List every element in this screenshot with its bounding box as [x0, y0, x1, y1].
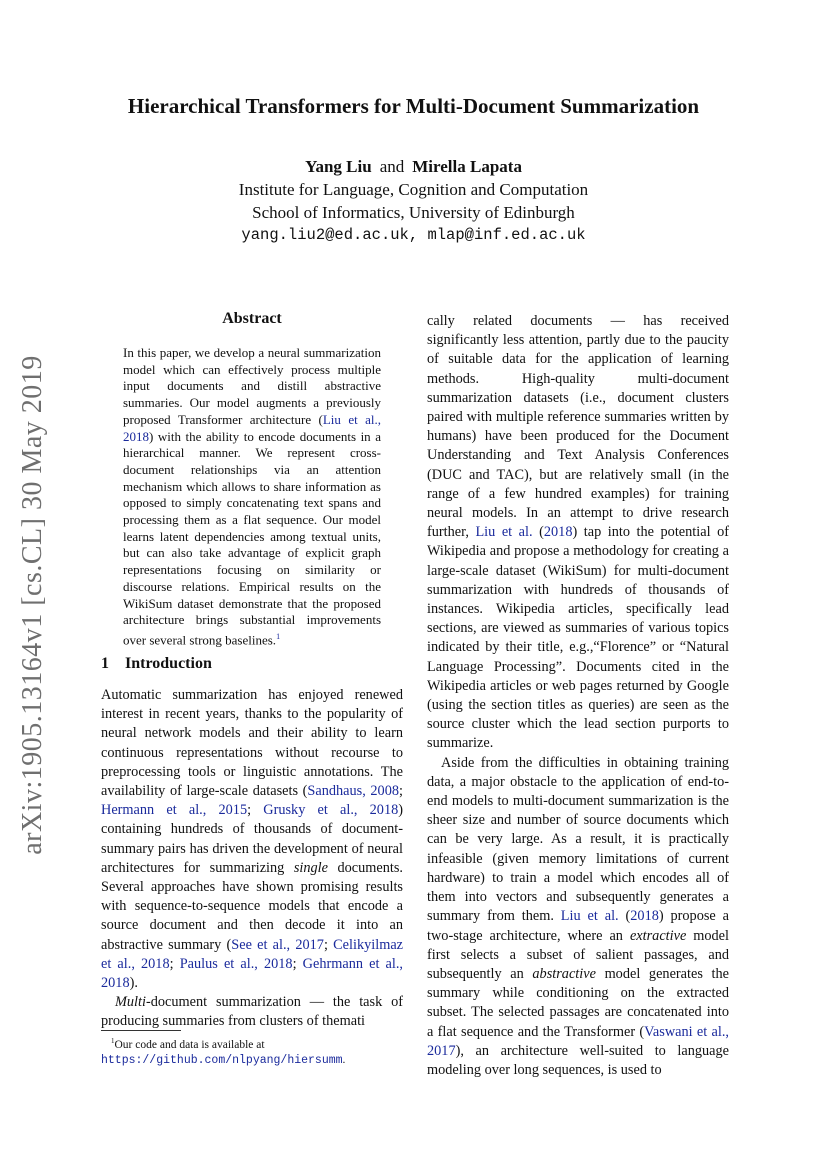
- citation-link[interactable]: Vaswani et al., 2017: [427, 1023, 730, 1059]
- footnote-text: Our code and data is available at: [114, 1038, 265, 1051]
- author-conjunction: and: [379, 157, 405, 176]
- paragraph-text: model generates the summary while conditioning on the extracted subset. The selected passages are concatenated into a flat sequence and the Transformer (: [427, 965, 729, 1040]
- emphasis-text: Multi: [115, 994, 146, 1011]
- citation-separator: ): [572, 524, 578, 541]
- citation-separator: ;: [323, 936, 334, 953]
- citation-link[interactable]: Grusky et al., 2018: [263, 802, 399, 819]
- author-affiliation: School of Informatics, University of Edinburgh: [252, 203, 575, 222]
- citation-link[interactable]: See et al., 2017: [231, 936, 324, 953]
- citation-separator: ): [658, 908, 664, 925]
- footnote-url-link[interactable]: https://github.com/nlpyang/hiersumm: [101, 1053, 343, 1067]
- paragraph: [101, 993, 403, 1031]
- section-heading-introduction: [101, 655, 212, 673]
- emphasis-text: single: [293, 859, 328, 876]
- paragraph-text: tap into the potential of Wikipedia and propose a methodology for creating a large-scale dataset (WikiSum) for multi-document summarization with hundreds of thousands of instances. Wikipedia articles, specifically lead sections, are viewed as summaries of various topics indicated by their title, e.g.,“Florence” or “Natural Language Processing”. Documents cited in the Wikipedia articles or web pages returned by Google (using the section titles as queries) are seen as the source cluster which the lead section purports to summarize.: [427, 524, 729, 752]
- paragraph-text: -document summarization — the task of producing summaries from clusters of themati: [101, 994, 403, 1030]
- author-emails: yang.liu2@ed.ac.uk, mlap@inf.ed.ac.uk: [241, 226, 586, 244]
- footnote-marker[interactable]: 1: [276, 631, 281, 641]
- footnote: [101, 1034, 403, 1068]
- citation-link[interactable]: Liu et al.: [560, 908, 619, 925]
- citation-separator: ;: [292, 955, 303, 972]
- paragraph-text: ) containing hundreds of thousands of document-summary pairs has driven the development of neural architectures for summarizing: [101, 802, 404, 876]
- citation-separator: ;: [169, 955, 180, 972]
- paragraph-text: ), an architecture well-suited to language modeling over long sequences, is used to: [427, 1042, 729, 1078]
- citation-link[interactable]: Liu et al.: [475, 524, 533, 541]
- author-affiliation: Institute for Language, Cognition and Computation: [238, 180, 589, 199]
- footnote-text-end: .: [342, 1053, 346, 1066]
- emphasis-text: extractive: [629, 927, 687, 944]
- author-name: Mirella Lapata: [412, 157, 522, 176]
- arxiv-identifier-stamp: [12, 345, 54, 865]
- citation-link[interactable]: Paulus et al., 2018: [179, 955, 293, 972]
- paragraph-text: ).: [129, 975, 138, 992]
- citation-link[interactable]: Celikyilmaz et al., 2018: [101, 936, 404, 972]
- paragraph-text: Aside from the difficulties in obtaining training data, a major obstacle to the application of end-to-end models to multi-document summarization is the sheer size and number of source documents which can be very large. As a result, it is practically infeasible (given memory limitations of current hardware) to train a model which encodes all of them into vectors and subsequently generates a summary from them.: [427, 754, 729, 925]
- arxiv-identifier-text: arXiv:1905.13164v1 [cs.CL] 30 May 2019: [17, 355, 49, 855]
- citation-separator: (: [618, 908, 631, 925]
- citation-link[interactable]: Liu et al., 2018: [123, 411, 382, 444]
- citation-link[interactable]: Sandhaus, 2008: [307, 783, 400, 800]
- paragraph-text: Automatic summarization has enjoyed renewed interest in recent years, thanks to the popularity of neural network models and their ability to learn continuous representations without recourse to preprocessing tools or linguistic annotations. The availability of large-scale datasets (: [101, 687, 403, 800]
- citation-year-link[interactable]: 2018: [543, 524, 573, 541]
- author-block: [0, 155, 827, 247]
- citation-link[interactable]: Gehrmann et al., 2018: [101, 955, 404, 992]
- paragraph-text: documents. Several approaches have shown promising results with sequence-to-sequence models that encode a source document and then decode it into an abstractive summary (: [101, 859, 403, 953]
- paragraph: [101, 686, 403, 993]
- citation-year-link[interactable]: 2018: [630, 908, 659, 925]
- abstract-text: [123, 345, 381, 649]
- left-column-body: [101, 686, 403, 1032]
- emphasis-text: abstractive: [532, 965, 596, 982]
- paragraph: [427, 312, 729, 754]
- footnote-number: 1: [111, 1037, 115, 1045]
- citation-separator: ;: [247, 802, 264, 819]
- section-number: 1: [101, 655, 109, 672]
- author-names: [0, 155, 827, 178]
- footnote-divider: [101, 1030, 181, 1031]
- abstract-text-part: ) with the ability to encode documents in a hierarchical manner. We represent cross-document relationships via an attention mechanism which allows to share information as opposed to simply concatenating text spans and processing them as a flat sequence. Our model learns latent dependencies among textual units, but can also take advantage of explicit graph representations focusing on similarity or discourse relations. Empirical results on the WikiSum dataset demonstrate that the proposed architecture brings substantial improvements over several strong baselines.: [123, 428, 381, 648]
- abstract-text-part: In this paper, we develop a neural summarization model which can effectively process multiple input documents and distill abstractive summaries. Our model augments a previously proposed Transformer architecture (: [123, 345, 381, 427]
- citation-separator: ;: [399, 783, 403, 800]
- section-title: Introduction: [125, 655, 212, 672]
- citation-separator: (: [532, 524, 544, 541]
- paper-title: Hierarchical Transformers for Multi-Document Summarization: [127, 94, 700, 118]
- paragraph: [427, 754, 729, 1080]
- abstract-heading: Abstract: [222, 310, 282, 327]
- author-name: Yang Liu: [305, 157, 372, 176]
- citation-link[interactable]: Hermann et al., 2015: [101, 802, 248, 819]
- paragraph-text: model first selects a subset of salient passages, and subsequently an: [427, 927, 730, 982]
- paragraph-text: propose a two-stage architecture, where an: [427, 908, 729, 944]
- right-column-body: [427, 312, 729, 1080]
- paragraph-text: cally related documents — has received significantly less attention, partly due to the paucity of suitable data for the application of learning methods. High-quality multi-document summarization datasets (i.e., document clusters paired with multiple reference summaries written by humans) have been produced for the Document Understanding and Text Analysis Conferences (DUC and TAC), but are relatively small (in the range of a few hundred examples) for training neural models. In an attempt to drive research further,: [427, 313, 729, 541]
